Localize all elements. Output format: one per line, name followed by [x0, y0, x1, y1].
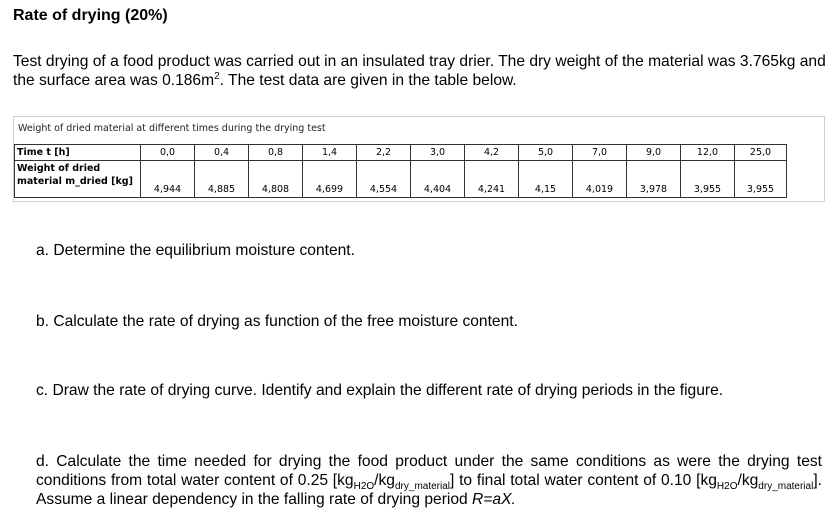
time-cell: 12,0 [681, 145, 735, 161]
data-table-image [13, 116, 825, 202]
weight-cell: 4,699 [303, 161, 357, 198]
drying-data-table [14, 144, 787, 198]
table-caption: Weight of dried material at different times during the drying test [18, 123, 326, 134]
question-d-text3: ] to final total water content of 0.10 [kg [450, 472, 717, 489]
time-cell: 4,2 [465, 145, 519, 161]
weight-cell: 4,404 [411, 161, 465, 198]
time-cell: 3,0 [411, 145, 465, 161]
weight-cell: 4,808 [249, 161, 303, 198]
time-cell: 9,0 [627, 145, 681, 161]
question-d-sub4: dry_material [758, 481, 814, 493]
time-cell: 25,0 [735, 145, 787, 161]
weight-cell: 4,241 [465, 161, 519, 198]
question-d-formula: R=aX. [472, 491, 516, 508]
weight-header-line2: material m_dried [kg] [17, 176, 133, 187]
weight-cell: 3,955 [735, 161, 787, 198]
page-title: Rate of drying (20%) [13, 7, 168, 24]
question-d-sub2: dry_material [394, 481, 451, 493]
weight-cell: 3,978 [627, 161, 681, 198]
problem-intro [13, 52, 828, 90]
intro-text-end: . The test data are given in the table below. [219, 72, 517, 89]
question-d-text1: d. Calculate the time needed for drying the food product under the same conditions as were the drying test conditions from total water content of 0.25 [kg [36, 453, 822, 489]
weight-cell: 4,885 [195, 161, 249, 198]
weight-header-line1: Weight of dried [17, 163, 101, 174]
question-d-text5: ]. Assume a linear dependency in the falling rate of drying period [36, 472, 822, 508]
time-row [15, 145, 787, 161]
time-cell: 2,2 [357, 145, 411, 161]
time-cell: 0,8 [249, 145, 303, 161]
question-d-sub1: H2O [353, 481, 375, 493]
question-a: a. Determine the equilibrium moisture content. [36, 242, 355, 259]
question-d-text2: /kg [374, 472, 395, 489]
time-cell: 0,0 [141, 145, 195, 161]
question-c: c. Draw the rate of drying curve. Identify and explain the different rate of drying periods in the figure. [36, 382, 724, 399]
question-d [36, 452, 822, 509]
intro-text: Test drying of a food product was carried out in an insulated tray drier. The dry weight of the material was 3.765kg and the surface area was 0.186m [13, 53, 826, 89]
weight-cell: 3,955 [681, 161, 735, 198]
question-d-sub3: H2O [716, 481, 738, 493]
weight-row [15, 161, 787, 198]
weight-cell: 4,944 [141, 161, 195, 198]
time-cell: 5,0 [519, 145, 573, 161]
time-cell: 0,4 [195, 145, 249, 161]
intro-superscript: 2 [214, 70, 220, 82]
time-cell: 1,4 [303, 145, 357, 161]
question-d-text4: /kg [737, 472, 759, 489]
question-b: b. Calculate the rate of drying as function of the free moisture content. [36, 313, 518, 330]
time-cell: 7,0 [573, 145, 627, 161]
weight-cell: 4,019 [573, 161, 627, 198]
weight-cell: 4,554 [357, 161, 411, 198]
time-header: Time t [h] [15, 145, 141, 161]
weight-header [15, 161, 141, 198]
weight-cell: 4,15 [519, 161, 573, 198]
